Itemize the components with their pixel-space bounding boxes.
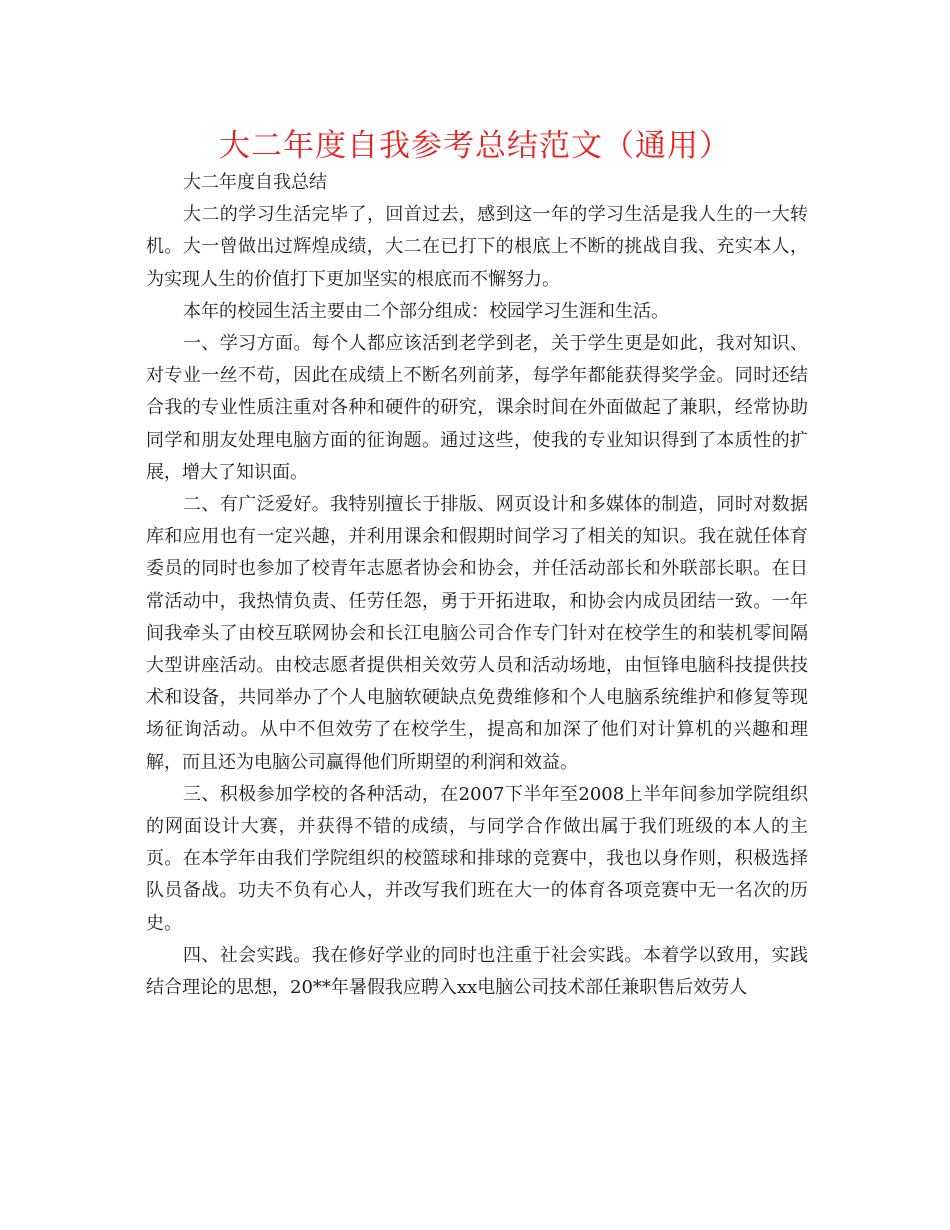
paragraph-subtitle: 大二年度自我总结 <box>183 172 327 193</box>
paragraph-intro: 大二的学习生活完毕了，回首过去，感到这一年的学习生活是我人生的一大转机。大一曾做出过辉煌成绩，大二在已打下的根底上不断的挑战自我、充实本人，为实现人生的价值打下更加坚实的根底而不懈努力。 <box>146 204 808 290</box>
document-body <box>146 167 808 1004</box>
document-title: 大二年度自我参考总结范文（通用） <box>219 128 731 164</box>
paragraph-overview: 本年的校园生活主要由二个部分组成：校园学习生涯和生活。 <box>183 300 669 322</box>
paragraph-hobbies: 二、有广泛爱好。我特别擅长于排版、网页设计和多媒体的制造，同时对数据库和应用也有一定兴趣，并利用课余和假期时间学习了相关的知识。我在就任体育委员的同时也参加了校青年志愿者协会和协会，并任活动部长和外联部长职。在日常活动中，我热情负责、任劳任怨，勇于开拓进取，和协会内成员团结一致。一年间我牵头了由校互联网协会和长江电脑公司合作专门针对在校学生的和装机零间隔大型讲座活动。由校志愿者提供相关效劳人员和活动场地，由恒锋电脑科技提供技术和设备，共同举办了个人电脑软硬缺点免费维修和个人电脑系统维护和修复等现场征询活动。从中不但效劳了在校学生，提高和加深了他们对计算机的兴趣和理解，而且还为电脑公司赢得他们所期望的利润和效益。 <box>146 494 808 773</box>
paragraph-practice: 四、社会实践。我在修好学业的同时也注重于社会实践。本着学以致用，实践结合理论的思想，20**年暑假我应聘入xx电脑公司技术部任兼职售后效劳人 <box>146 944 808 999</box>
paragraph-activities: 三、积极参加学校的各种活动，在2007下半年至2008上半年间参加学院组织的网面设计大赛，并获得不错的成绩，与同学合作做出属于我们班级的本人的主页。在本学年由我们学院组织的校篮球和排球的竞赛中，我也以身作则，积极选择队员备战。功夫不负有心人，并改写我们班在大一的体育各项竞赛中无一名次的历史。 <box>146 783 808 934</box>
paragraph-study: 一、学习方面。每个人都应该活到老学到老，关于学生更是如此，我对知识、对专业一丝不苟，因此在成绩上不断名列前茅，每学年都能获得奖学金。同时还结合我的专业性质注重对各种和硬件的研究，课余时间在外面做起了兼职，经常协助同学和朋友处理电脑方面的征询题。通过这些，使我的专业知识得到了本质性的扩展，增大了知识面。 <box>146 333 808 483</box>
